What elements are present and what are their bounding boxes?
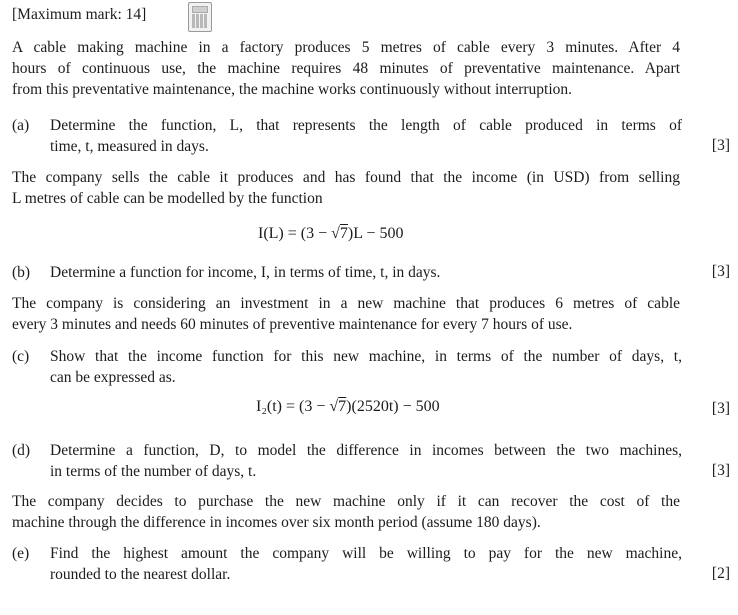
part-a-line-1: Determine the function, L, that represents the length of cable produced in terms of xyxy=(50,117,682,134)
intro-line-1: A cable making machine in a factory produces 5 metres of cable every 3 minutes. After 4 xyxy=(12,39,680,56)
part-a-line-2: time, t, measured in days. xyxy=(50,138,209,155)
part-a-marks: [3] xyxy=(711,137,730,154)
intro-line-3: from this preventative maintenance, the machine works continuously without interruption. xyxy=(12,81,573,98)
part-b-marks: [3] xyxy=(711,263,730,280)
investment-intro-line-1: The company is considering an investment in a new machine that produces 6 metres of cable xyxy=(12,295,680,312)
formula-income-length: I(L) = (3 − √7)L − 500 xyxy=(258,225,404,242)
part-d-label: (d) xyxy=(12,442,31,459)
income-intro-line-2: L metres of cable can be modelled by the function xyxy=(12,190,323,207)
part-d-line-2: in terms of the number of days, t. xyxy=(50,463,257,480)
purchase-intro-line-1: The company decides to purchase the new machine only if it can recover the cost of the xyxy=(12,493,680,510)
part-c-line-2: can be expressed as. xyxy=(50,369,176,386)
formula-new-income: I₂(t) = (3 − √7)(2520t) − 500 xyxy=(256,398,440,415)
part-e-line-1: Find the highest amount the company will be willing to pay for the new machine, xyxy=(50,545,682,562)
part-c-line-1: Show that the income function for this new machine, in terms of the number of days, t, xyxy=(50,348,682,365)
income-intro-line-1: The company sells the cable it produces and has found that the income (in USD) from selling xyxy=(12,169,680,186)
part-e-marks: [2] xyxy=(711,565,730,582)
purchase-intro-line-2: machine through the difference in incomes over six month period (assume 180 days). xyxy=(12,514,541,531)
part-b-label: (b) xyxy=(12,264,31,281)
max-mark: [Maximum mark: 14] xyxy=(12,6,147,23)
part-d-line-1: Determine a function, D, to model the difference in incomes between the two machines, xyxy=(50,442,682,459)
calculator-icon xyxy=(188,2,212,32)
investment-intro-line-2: every 3 minutes and needs 60 minutes of preventive maintenance for every 7 hours of use. xyxy=(12,316,573,333)
part-c-marks: [3] xyxy=(711,400,730,417)
part-a-label: (a) xyxy=(12,117,30,134)
part-c-label: (c) xyxy=(12,348,30,365)
intro-line-2: hours of continuous use, the machine requires 48 minutes of preventative maintenance. Apart xyxy=(12,60,680,77)
part-d-marks: [3] xyxy=(711,462,730,479)
part-e-label: (e) xyxy=(12,545,30,562)
part-b-text: Determine a function for income, I, in terms of time, t, in days. xyxy=(50,264,441,281)
part-e-line-2: rounded to the nearest dollar. xyxy=(50,566,231,583)
